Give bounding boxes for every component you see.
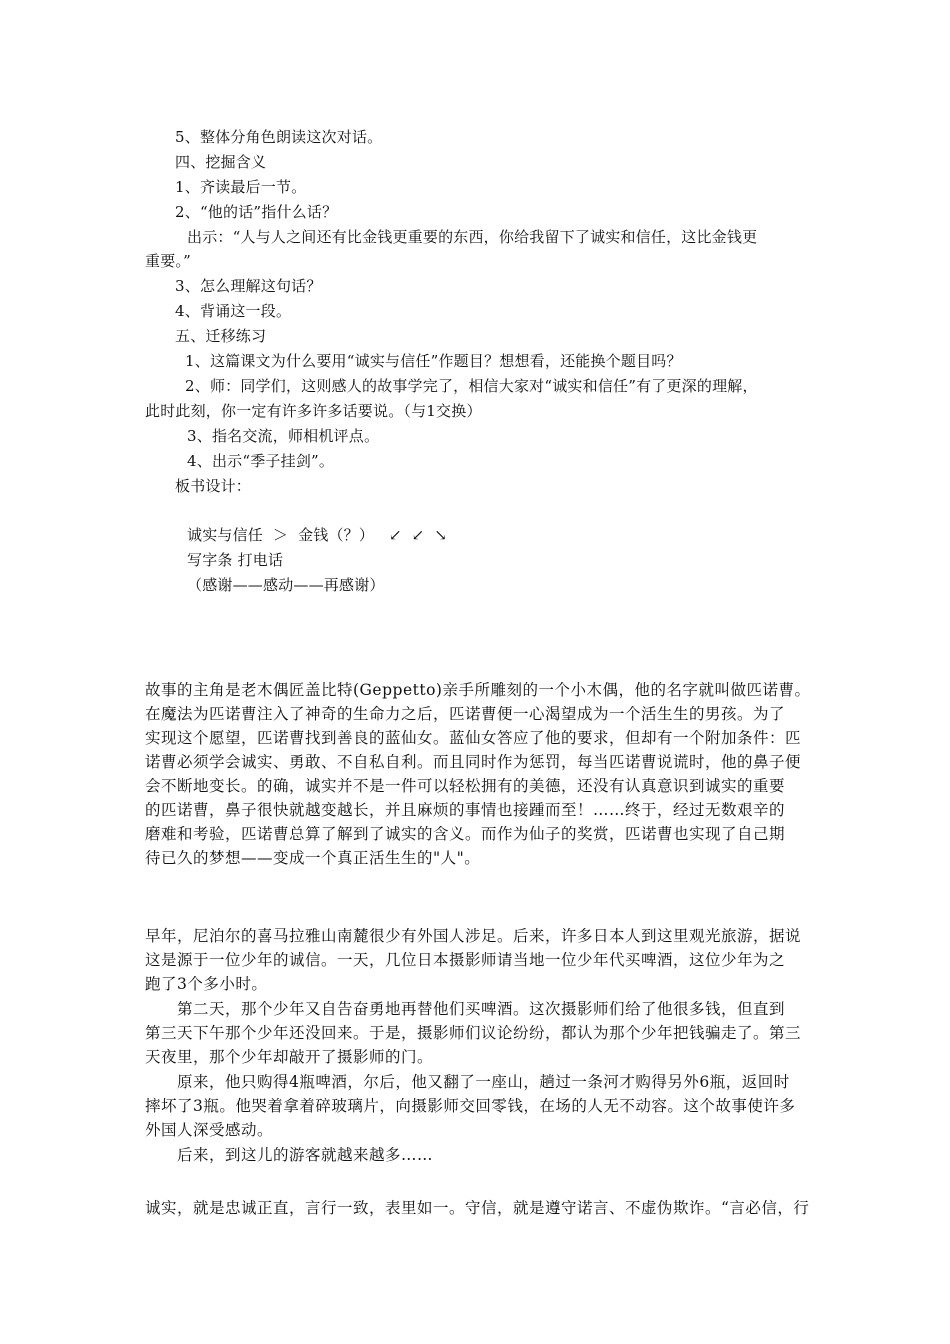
lesson-line: 5、整体分角色朗读这次对话。 — [175, 128, 383, 146]
paragraph-line: 早年，尼泊尔的喜马拉雅山南麓很少有外国人涉足。后来，许多日本人到这里观光旅游，据说 — [145, 927, 802, 945]
paragraph-line: 的匹诺曹，鼻子很快就越变越长，并且麻烦的事情也接踵而至！……终于，经过无数艰辛的 — [145, 801, 786, 819]
lesson-line: 1、齐读最后一节。 — [175, 178, 307, 196]
paragraph-line: 诚实，就是忠诚正直，言行一致，表里如一。守信，就是遵守诺言、不虚伪欺诈。“言必信，行 — [145, 1199, 810, 1217]
lesson-line: 4、背诵这一段。 — [175, 302, 292, 320]
paragraph-line: 磨难和考验，匹诺曹总算了解到了诚实的含义。而作为仙子的奖赏，匹诺曹也实现了自己期 — [145, 825, 786, 843]
paragraph-line: 故事的主角是老木偶匠盖比特(Geppetto)亲手所雕刻的一个小木偶，他的名字就叫做匹诺曹。 — [145, 681, 811, 699]
paragraph-line: 实现这个愿望，匹诺曹找到善良的蓝仙女。蓝仙女答应了他的要求，但却有一个附加条件：匹 — [145, 729, 802, 747]
board-design-line: 写字条 打电话 — [187, 551, 284, 569]
lesson-line: 出示：“人与人之间还有比金钱更重要的东西，你给我留下了诚实和信任，这比金钱更 — [187, 228, 758, 246]
lesson-line: 此时此刻，你一定有许多许多话要说。（与1交换） — [145, 402, 482, 420]
board-design-label: 板书设计： — [175, 477, 252, 495]
paragraph-line: 外国人深受感动。 — [145, 1121, 274, 1139]
paragraph-line: 会不断地变长。的确，诚实并不是一件可以轻松拥有的美德，还没有认真意识到诚实的重要 — [145, 777, 786, 795]
lesson-line: 2、师：同学们，这则感人的故事学完了，相信大家对“诚实和信任”有了更深的理解， — [185, 377, 758, 395]
paragraph-line: 这是源于一位少年的诚信。一天，几位日本摄影师请当地一位少年代买啤酒，这位少年为之 — [145, 951, 786, 969]
lesson-heading: 五、迁移练习 — [175, 327, 267, 345]
lesson-line: 4、出示“季子挂剑”。 — [187, 452, 335, 470]
lesson-line: 1、这篇课文为什么要用“诚实与信任”作题目？想想看，还能换个题目吗？ — [185, 352, 682, 370]
paragraph-line: 诺曹必须学会诚实、勇敢、不自私自利。而且同时作为惩罚，每当匹诺曹说谎时，他的鼻子便 — [145, 753, 802, 771]
board-design-line: 诚实与信任 ＞ 金钱（？） ↙ ↙ ↘ — [187, 526, 448, 544]
paragraph-line: 第二天，那个少年又自告奋勇地再替他们买啤酒。这次摄影师们给了他很多钱，但直到 — [177, 1000, 786, 1018]
lesson-line: 重要。” — [145, 252, 191, 270]
paragraph-line: 在魔法为匹诺曹注入了神奇的生命力之后，匹诺曹便一心渴望成为一个活生生的男孩。为了 — [145, 705, 786, 723]
lesson-heading: 四、挖掘含义 — [175, 153, 267, 171]
paragraph-line: 跑了3个多小时。 — [145, 975, 268, 993]
paragraph-line: 第三天下午那个少年还没回来。于是，摄影师们议论纷纷，都认为那个少年把钱骗走了。第三 — [145, 1024, 802, 1042]
paragraph-line: 待已久的梦想——变成一个真正活生生的"人"。 — [145, 849, 481, 867]
board-design-line: （感谢——感动——再感谢） — [187, 576, 385, 594]
paragraph-line: 原来，他只购得4瓶啤酒，尔后，他又翻了一座山，趟过一条河才购得另外6瓶，返回时 — [177, 1073, 790, 1091]
lesson-line: 3、指名交流，师相机评点。 — [187, 427, 380, 445]
paragraph-line: 后来，到这儿的游客就越来越多…… — [177, 1146, 434, 1164]
lesson-line: 2、“他的话”指什么话？ — [175, 203, 338, 221]
paragraph-line: 天夜里，那个少年却敲开了摄影师的门。 — [145, 1048, 434, 1066]
paragraph-line: 摔坏了3瓶。他哭着拿着碎玻璃片，向摄影师交回零钱，在场的人无不动容。这个故事使许多 — [145, 1097, 796, 1115]
lesson-line: 3、怎么理解这句话？ — [175, 277, 322, 295]
